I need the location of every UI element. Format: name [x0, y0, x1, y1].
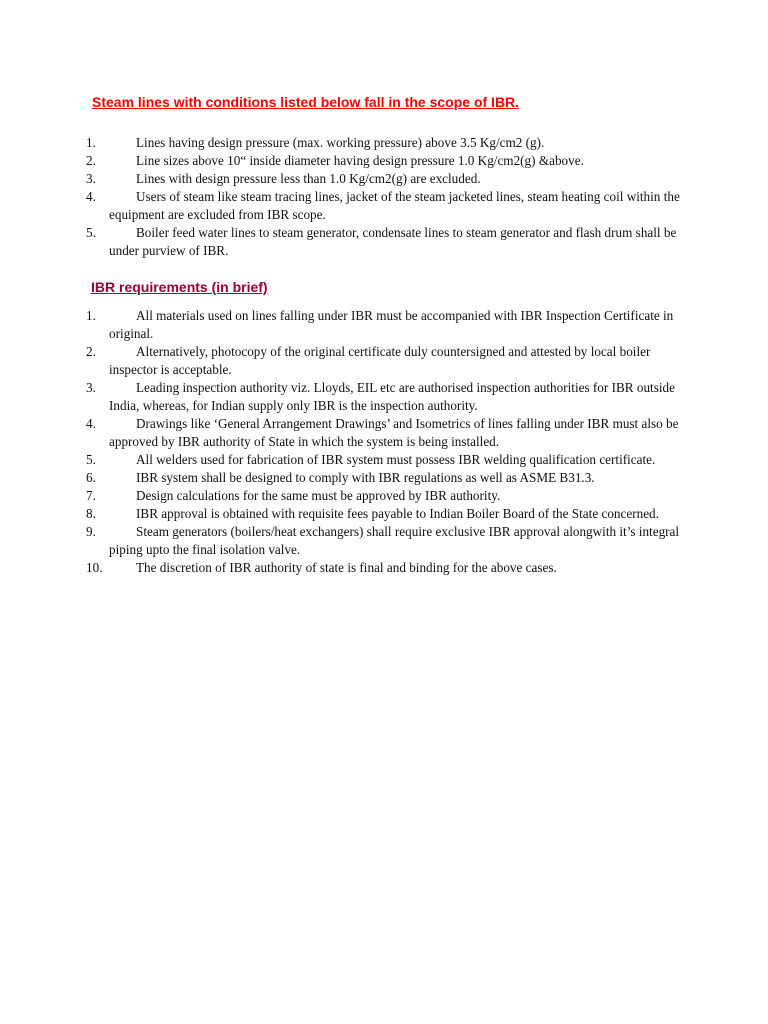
list-item	[86, 523, 686, 559]
item-number: 7.	[86, 488, 96, 503]
item-number: 3.	[86, 380, 96, 395]
list-item	[86, 134, 686, 152]
item-number: 2.	[86, 153, 96, 168]
item-number: 3.	[86, 171, 96, 186]
item-number: 1.	[86, 135, 96, 150]
item-number: 6.	[86, 470, 96, 485]
item-text: Lines with design pressure less than 1.0 Kg/cm2(g) are excluded.	[136, 171, 481, 186]
list-item	[86, 307, 686, 343]
item-number: 9.	[86, 524, 96, 539]
item-text: All welders used for fabrication of IBR system must possess IBR welding qualification certificate.	[136, 452, 656, 467]
list-item	[86, 451, 686, 469]
item-text: Alternatively, photocopy of the original certificate duly countersigned and attested by local boiler inspector is acceptable.	[109, 344, 651, 377]
item-text: Drawings like ‘General Arrangement Drawings’ and Isometrics of lines falling under IBR must also be approved by IBR authority of State in which the system is being installed.	[109, 416, 679, 449]
item-number: 5.	[86, 452, 96, 467]
item-text: Boiler feed water lines to steam generator, condensate lines to steam generator and flash drum shall be under purview of IBR.	[109, 225, 677, 258]
list-item	[86, 170, 686, 188]
item-number: 8.	[86, 506, 96, 521]
list-item	[86, 343, 686, 379]
list-item	[86, 487, 686, 505]
item-number: 4.	[86, 416, 96, 431]
list-item	[86, 188, 686, 224]
item-text: Steam generators (boilers/heat exchangers) shall require exclusive IBR approval alongwith it’s integral piping upto the final isolation valve.	[109, 524, 680, 557]
list-item	[86, 469, 686, 487]
scope-list	[86, 134, 686, 260]
list-item	[86, 152, 686, 170]
item-text: Users of steam like steam tracing lines, jacket of the steam jacketed lines, steam heating coil within the equipment are excluded from IBR scope.	[109, 189, 680, 222]
scope-heading: Steam lines with conditions listed below fall in the scope of IBR.	[92, 94, 520, 110]
item-text: IBR system shall be designed to comply with IBR regulations as well as ASME B31.3.	[136, 470, 595, 485]
item-text: The discretion of IBR authority of state is final and binding for the above cases.	[136, 560, 557, 575]
list-item	[86, 415, 686, 451]
item-text: All materials used on lines falling under IBR must be accompanied with IBR Inspection Certificate in original.	[109, 308, 674, 341]
item-number: 10.	[86, 560, 103, 575]
item-text: IBR approval is obtained with requisite fees payable to Indian Boiler Board of the State concerned.	[136, 506, 659, 521]
list-item	[86, 505, 686, 523]
item-text: Leading inspection authority viz. Lloyds, EIL etc are authorised inspection authorities for IBR outside India, whereas, for Indian supply only IBR is the inspection authority.	[109, 380, 675, 413]
requirements-heading: IBR requirements (in brief)	[91, 279, 268, 295]
item-text: Line sizes above 10“ inside diameter having design pressure 1.0 Kg/cm2(g) &above.	[136, 153, 584, 168]
list-item	[86, 224, 686, 260]
item-number: 2.	[86, 344, 96, 359]
item-number: 4.	[86, 189, 96, 204]
requirements-list	[86, 307, 686, 577]
list-item	[86, 559, 686, 577]
list-item	[86, 379, 686, 415]
item-text: Lines having design pressure (max. working pressure) above 3.5 Kg/cm2 (g).	[136, 135, 545, 150]
item-text: Design calculations for the same must be approved by IBR authority.	[136, 488, 501, 503]
item-number: 5.	[86, 225, 96, 240]
item-number: 1.	[86, 308, 96, 323]
